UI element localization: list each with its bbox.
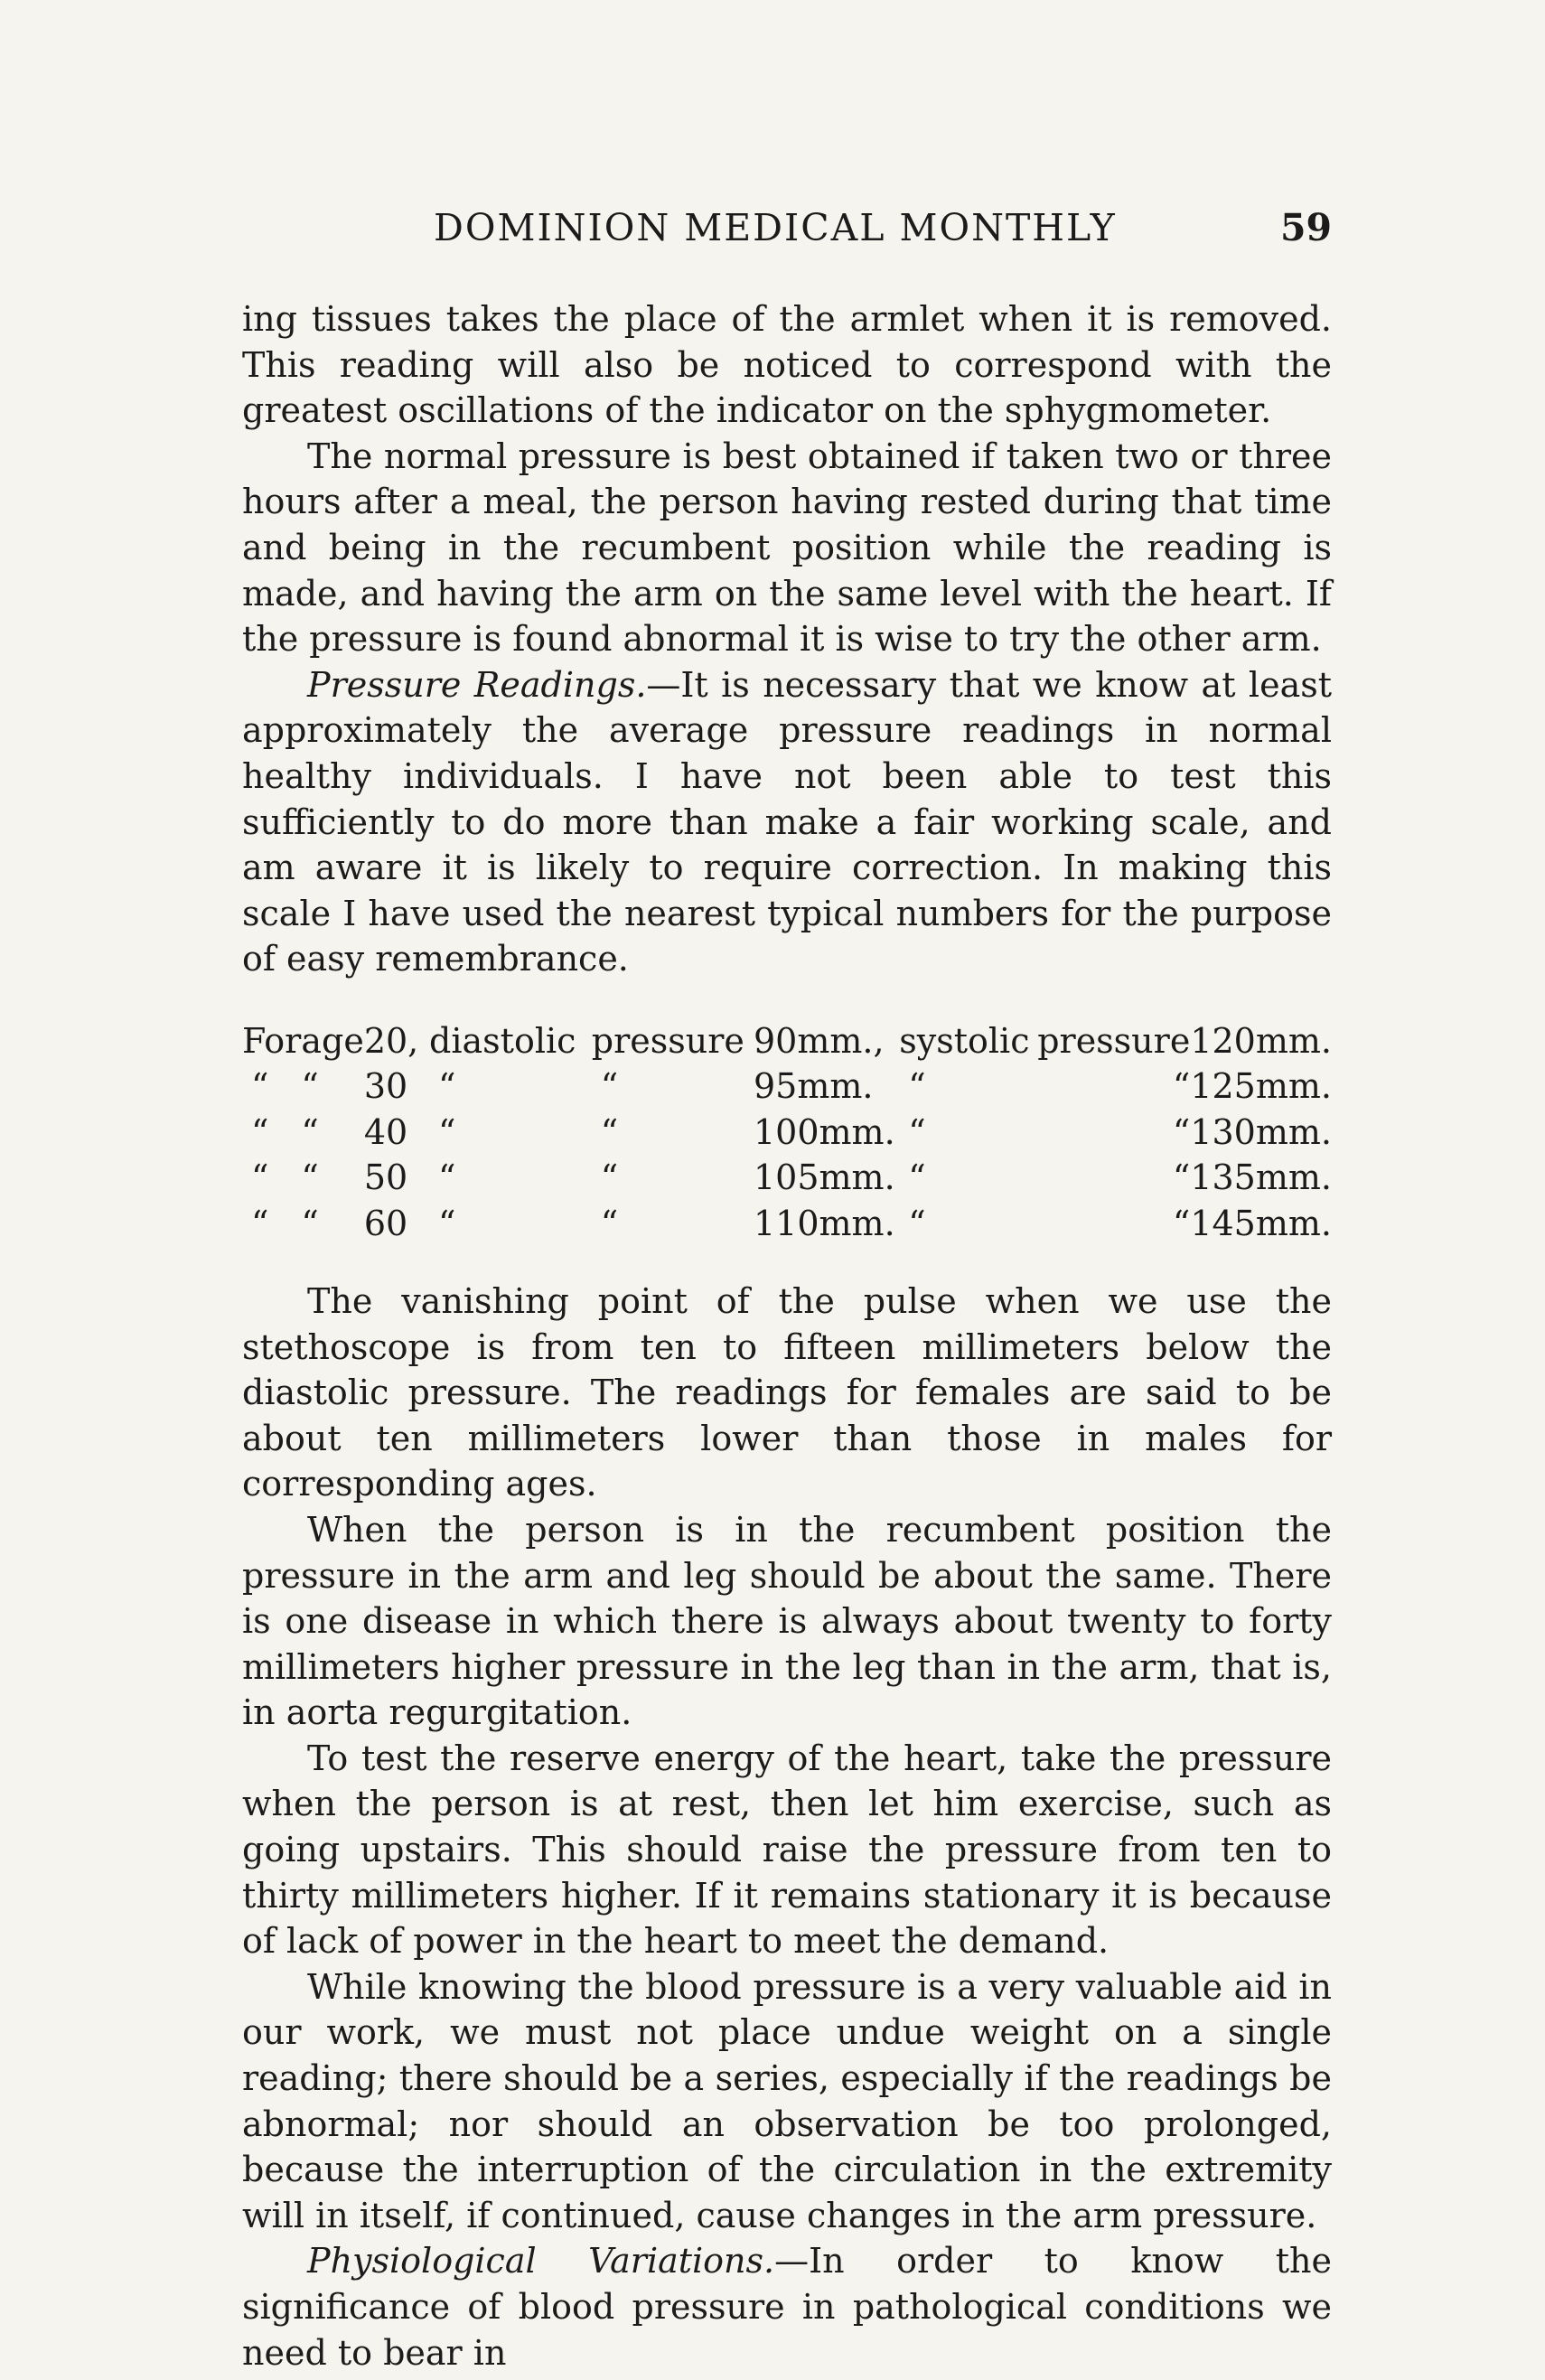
paragraph-text: The vanishing point of the pulse when we use the stethoscope is from ten to fifteen millimeters below the diastolic pressure. The readings for females are said to be about ten millimeters lower than those in males for corresponding ages. [242,1280,1332,1504]
table-cell: 105mm. [753,1157,895,1198]
table-cell: “ [600,1111,619,1152]
table-row [242,1018,1332,1064]
table-cell: 110mm. [753,1203,895,1243]
table-cell: “ [908,1203,926,1243]
table-cell: “ [301,1066,319,1107]
paragraph [242,1507,1332,1736]
paragraph [242,296,1332,434]
paragraph [242,2238,1332,2375]
paragraph [242,662,1332,982]
table-cell: “ [251,1157,269,1198]
table-cell: “ [251,1111,269,1152]
table-cell: 95mm. [753,1066,874,1107]
table-cell: age [301,1020,364,1061]
table-cell: 130mm. [1190,1111,1332,1152]
paragraph-text: When the person is in the recumbent position the pressure in the arm and leg should be about the same. There is one disease in which there is always about twenty to forty millimeters higher pressure in the leg than in the arm, that is, in aorta regurgitation. [242,1509,1332,1733]
table-cell: “ [908,1066,926,1107]
table-cell: 145mm. [1190,1203,1332,1243]
table-cell: “ [600,1203,619,1243]
table-row [242,1155,1332,1200]
table-cell: “ [251,1066,269,1107]
page-number: 59 [1279,206,1332,249]
table-cell: 60 [363,1203,408,1243]
table-row [242,1201,1332,1246]
table-cell: 90mm., [753,1020,885,1061]
table-cell: “ [908,1111,926,1152]
table-cell: “ [600,1066,619,1107]
paragraph-text: While knowing the blood pressure is a very valuable aid in our work, we must not place undue weight on a single reading; there should be a series, especially if the readings be abnormal; nor should an observation be too prolonged, because the interruption of the circulation in the extremity will in itself, if continued, cause changes in the arm pressure. [242,1966,1332,2235]
pressure-table [242,1018,1332,1246]
table-cell: “ [908,1157,926,1198]
paragraph-text: —It is necessary that we know at least approximately the average pressure readings in normal healthy individuals. I have not been able to test this sufficiently to do more than make a fair working scale, and am aware it is likely to require correction. In making this scale I have used the nearest typical numbers for the purpose of easy remembrance. [242,664,1332,979]
table-cell: “ [1172,1157,1191,1198]
table-cell: “ [1172,1203,1191,1243]
table-cell: “ [438,1157,456,1198]
section-heading: Pressure Readings. [307,664,647,705]
article-body [242,296,1332,2375]
table-cell: diastolic [429,1020,576,1061]
paragraph [242,1964,1332,2239]
table-cell: 50 [363,1157,408,1198]
table-row [242,1110,1332,1155]
journal-title: DOMINION MEDICAL MONTHLY [434,206,1117,249]
table-cell: 100mm. [753,1111,895,1152]
table-cell: “ [301,1111,319,1152]
paragraph [242,1736,1332,1964]
paragraph-text: —In order to know the significance of blood pressure in pathological conditions we need to bear in [242,2241,1332,2373]
table-cell: “ [301,1157,319,1198]
table-cell: “ [301,1203,319,1243]
paragraph-text: To test the reserve energy of the heart, take the pressure when the person is at rest, then let him exercise, such as going upstairs. This should raise the pressure from ten to thirty millimeters higher. If it remains stationary it is because of lack of power in the heart to meet the demand. [242,1738,1332,1962]
table-cell: “ [438,1203,456,1243]
table-cell: “ [1172,1066,1191,1107]
table-cell: “ [438,1111,456,1152]
table-cell: “ [1172,1111,1191,1152]
table-cell: pressure [1037,1020,1191,1061]
table-cell: pressure [591,1020,744,1061]
table-row [242,1064,1332,1109]
table-cell: 20, [363,1020,419,1061]
table-cell: 125mm. [1190,1066,1332,1107]
table-cell: systolic [899,1020,1030,1061]
table-cell: 40 [363,1111,408,1152]
paragraph [242,434,1332,662]
paragraph [242,1279,1332,1507]
paragraph-text: The normal pressure is best obtained if taken two or three hours after a meal, the person having rested during that time and being in the recumbent position while the reading is made, and having the arm on the same level with the heart. If the pressure is found abnormal it is wise to try the other arm. [242,436,1332,660]
table-cell: “ [438,1066,456,1107]
paragraph-text: ing tissues takes the place of the armlet when it is removed. This reading will also be noticed to correspond with the greatest oscillations of the indicator on the sphygmometer. [242,299,1332,431]
table-cell: “ [600,1157,619,1198]
table-cell: 135mm. [1190,1157,1332,1198]
table-cell: 120mm. [1190,1020,1332,1061]
table-cell: For [242,1020,302,1061]
table-cell: “ [251,1203,269,1243]
section-heading: Physiological Variations. [307,2241,775,2282]
table-cell: 30 [363,1066,408,1107]
running-header [242,206,1332,264]
